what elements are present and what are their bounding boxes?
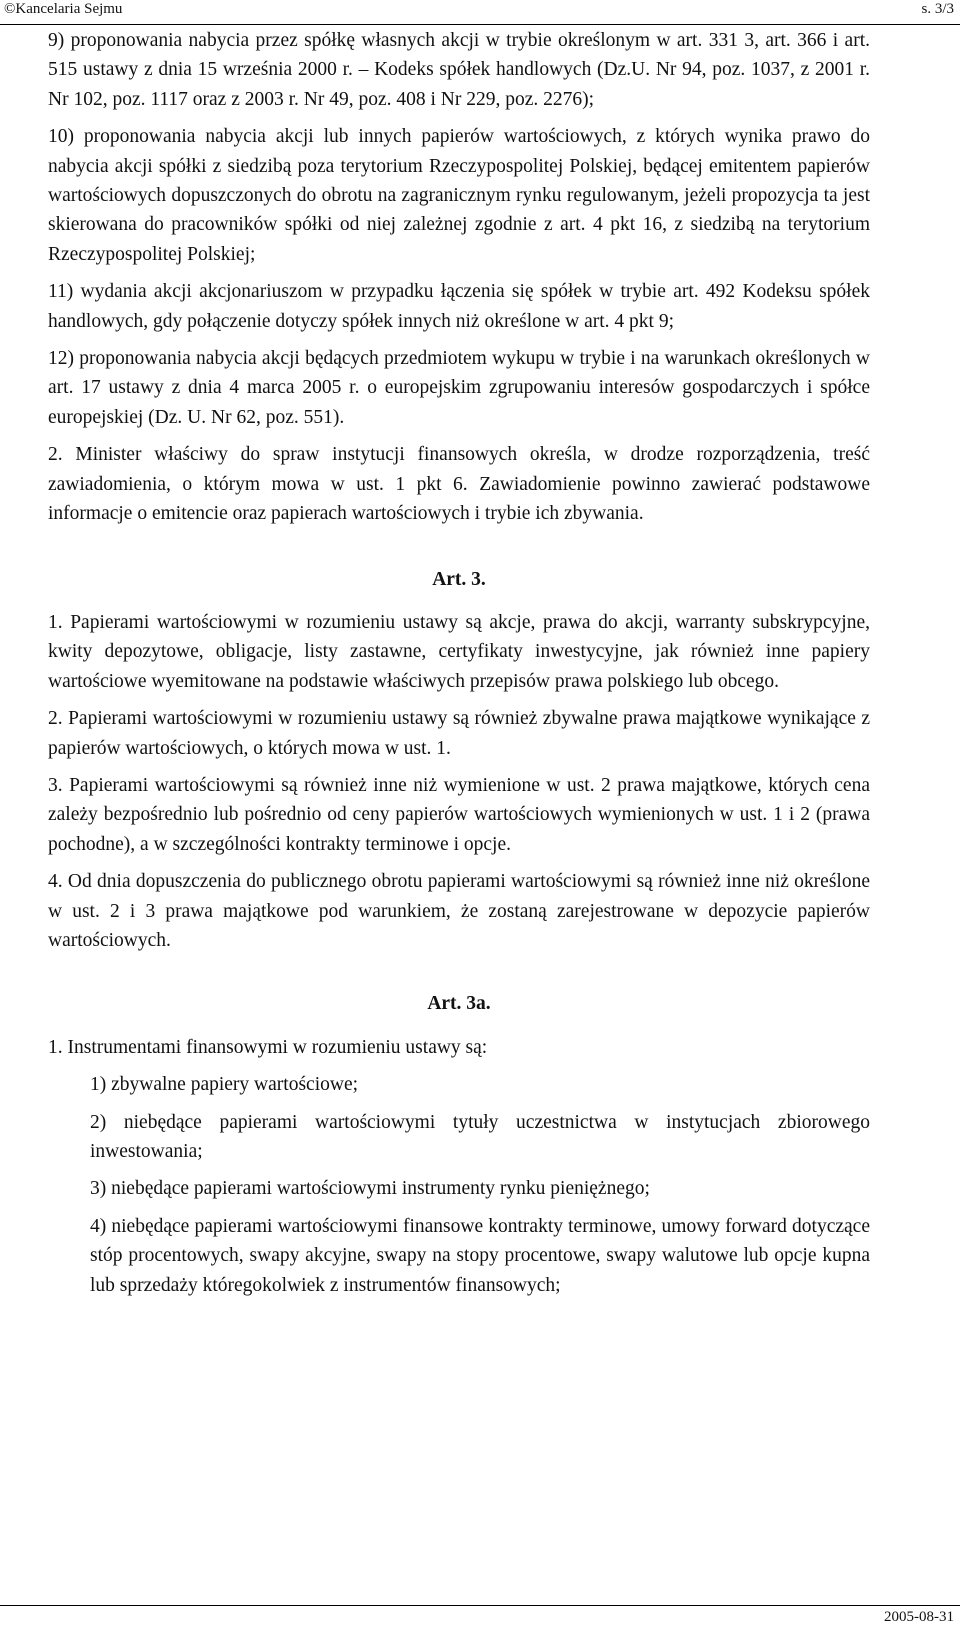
article-3-title: Art. 3. [432,568,486,590]
page-footer [0,1605,960,1628]
item-9: 9) proponowania nabycia przez spółkę własnych akcji w trybie określonym w art. 331 3, art. 366 i art. 515 ustawy z dnia 15 września 2000 r. – Kodeks spółek handlowych (Dz.U. Nr 94, poz. 1037, z 2001 r. Nr 102, poz. 1117 oraz z 2003 r. Nr 49, poz. 408 i Nr 229, poz. 2276); [48,30,870,110]
paragraph-2: 2. Minister właściwy do spraw instytucji finansowych określa, w drodze rozporządzenia, treść zawiadomienia, o którym mowa w ust. 1 pkt 6. Zawiadomienie powinno zawierać podstawowe informacje o emitencie oraz papierach wartościowych i trybie ich zbywania. [48,444,870,525]
article-3-para-4: 4. Od dnia dopuszczenia do publicznego obrotu papierami wartościowymi są również inne niż określone w ust. 2 i 3 prawa majątkowe pod warunkiem, że zostaną zarejestrowane w depozycie papierów wartościowych. [48,871,870,951]
item-10: 10) proponowania nabycia akcji lub innych papierów wartościowych, z których wynika prawo do nabycia akcji spółki z siedzibą poza terytorium Rzeczypospolitej Polskiej, będącej emitentem papierów wartościowych dopuszczonych do obrotu na zagranicznym rynku regulowanym, jeżeli propozycja ta jest skierowana do pracowników spółki od niej zależnej zgodnie z art. 4 pkt 16, z siedzibą na terytorium Rzeczypospolitej Polskiej; [48,126,870,265]
document-body [48,26,870,1308]
article-3-para-3: 3. Papierami wartościowymi są również inne niż wymienione w ust. 2 prawa majątkowe, których cena zależy bezpośrednio lub pośrednio od ceny papierów wartościowych wymienionych w ust. 1 i 2 (prawa pochodne), a w szczególności kontrakty terminowe i opcje. [48,774,870,855]
article-3-para-2: 2. Papierami wartościowymi w rozumieniu ustawy są również zbywalne prawa majątkowe wynikające z papierów wartościowych, o których mowa w ust. 1. [48,708,870,759]
article-3-para-1: 1. Papierami wartościowymi w rozumieniu ustawy są akcje, prawa do akcji, warranty subskrypcyjne, kwity depozytowe, obligacje, listy zastawne, certyfikaty inwestycyjne, jak również inne papiery wartościowe wyemitowane na podstawie właściwych przepisów prawa polskiego lub obcego. [48,611,870,692]
article-3a-point-2: 2) niebędące papierami wartościowymi tytuły uczestnictwa w instytucjach zbiorowego inwestowania; [90,1111,870,1162]
footer-date: 2005-08-31 [884,1609,954,1625]
article-3a-point-1: 1) zbywalne papiery wartościowe; [90,1074,359,1096]
item-12: 12) proponowania nabycia akcji będących przedmiotem wykupu w trybie i na warunkach określonych w art. 17 ustawy z dnia 4 marca 2005 r. o europejskim zgrupowaniu interesów gospodarczych i spółce europejskiej (Dz. U. Nr 62, poz. 551). [48,348,870,428]
article-3a-point-4: 4) niebędące papierami wartościowymi finansowe kontrakty terminowe, umowy forward dotyczące stóp procentowych, swapy akcyjne, swapy na stopy procentowe, swapy walutowe lub opcje kupna lub sprzedaży któregokolwiek z instrumentów finansowych; [90,1215,870,1296]
item-11: 11) wydania akcji akcjonariuszom w przypadku łączenia się spółek w trybie art. 492 Kodeksu spółek handlowych, gdy połączenie dotyczy spółek innych niż określone w art. 4 pkt 9; [48,281,870,332]
header-page-number: s. 3/3 [921,1,954,17]
header-copyright: ©Kancelaria Sejmu [4,1,123,17]
article-3a-intro: 1. Instrumentami finansowymi w rozumieniu ustawy są: [48,1036,488,1058]
article-3a-title: Art. 3a. [427,993,491,1015]
page-header [0,0,960,25]
article-3a-point-3: 3) niebędące papierami wartościowymi instrumenty rynku pieniężnego; [90,1178,650,1200]
